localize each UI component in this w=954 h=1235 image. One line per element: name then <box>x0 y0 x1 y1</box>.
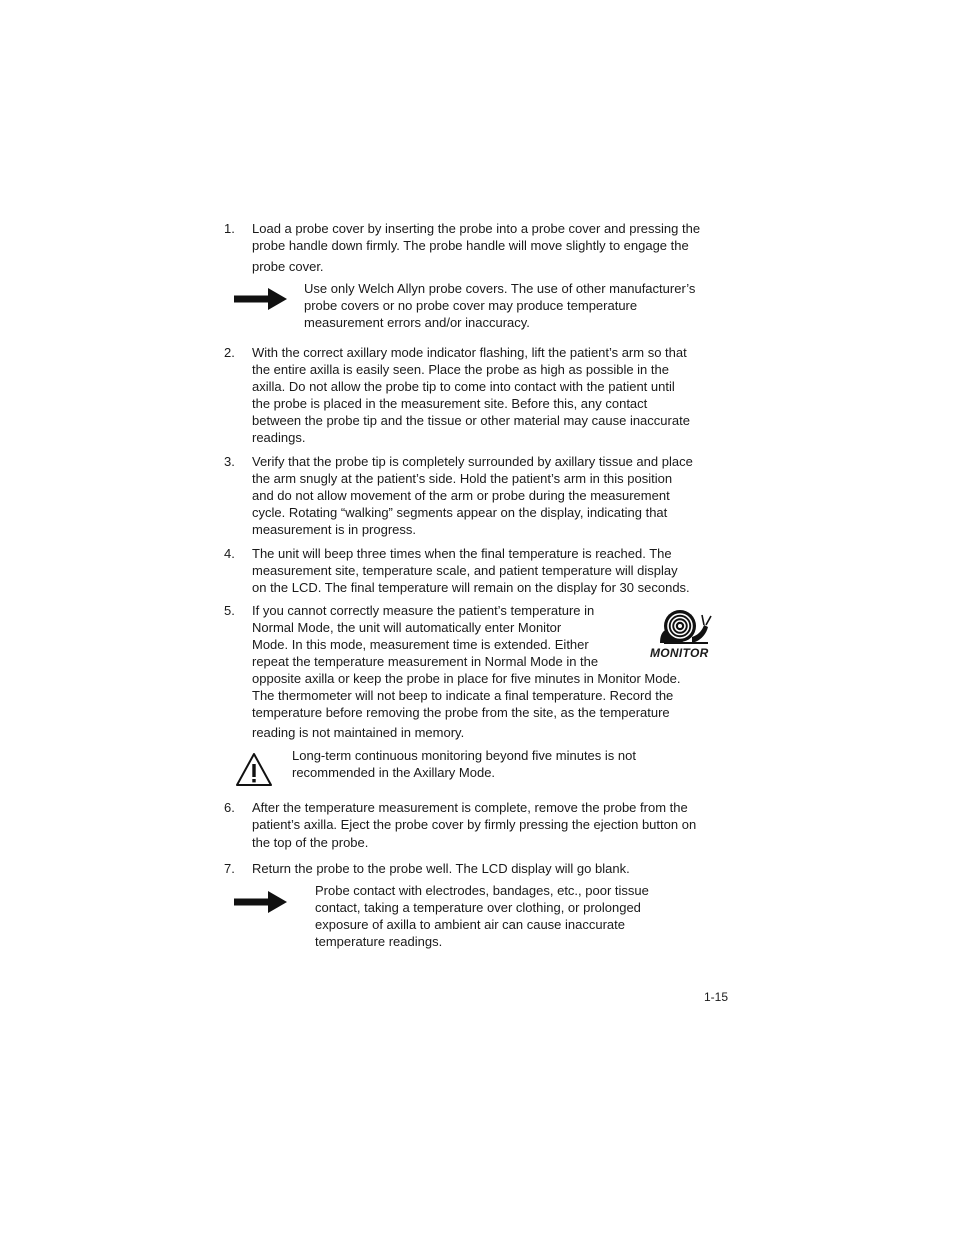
step-1-text <box>252 220 728 275</box>
text-line: If you cannot correctly measure the patient’s temperature in <box>252 603 595 618</box>
text-line: Verify that the probe tip is completely surrounded by axillary tissue and place <box>252 454 693 469</box>
text-line: Return the probe to the probe well. The LCD display will go blank. <box>252 861 630 876</box>
text-line: probe cover. <box>252 259 324 274</box>
text-line: the entire axilla is easily seen. Place the probe as high as possible in the <box>252 362 669 377</box>
arrow-icon <box>234 287 288 311</box>
text-line: With the correct axillary mode indicator flashing, lift the patient’s arm so that <box>252 345 687 360</box>
text-line: measurement errors and/or inaccuracy. <box>304 315 530 330</box>
text-line: The unit will beep three times when the final temperature is reached. The <box>252 546 672 561</box>
step-2-number: 2. <box>224 345 235 360</box>
snail-icon <box>656 609 716 645</box>
text-line: the probe is placed in the measurement site. Before this, any contact <box>252 396 648 411</box>
text-line: axilla. Do not allow the probe tip to come into contact with the patient until <box>252 379 675 394</box>
text-line: readings. <box>252 430 306 445</box>
step-3-number: 3. <box>224 454 235 469</box>
text-line: Load a probe cover by inserting the probe into a probe cover and pressing the <box>252 221 701 236</box>
step-7-text <box>252 860 728 877</box>
text-line: contact, taking a temperature over clothing, or prolonged <box>315 900 641 915</box>
text-line: and do not allow movement of the arm or probe during the measurement <box>252 488 670 503</box>
warning-monitoring <box>292 747 712 781</box>
text-line: temperature before removing the probe from the site, as the temperature <box>252 705 670 720</box>
text-line: repeat the temperature measurement in Normal Mode in the <box>252 654 599 669</box>
note-probe-covers <box>304 280 734 331</box>
warning-triangle-icon <box>235 752 273 787</box>
step-1-number: 1. <box>224 221 235 236</box>
note-probe-contact <box>315 882 725 950</box>
step-4-number: 4. <box>224 546 235 561</box>
text-line: cycle. Rotating “walking” segments appear on the display, indicating that <box>252 505 668 520</box>
step-6-number: 6. <box>224 800 235 815</box>
monitor-label: MONITOR <box>650 646 709 660</box>
step-2-text <box>252 344 728 446</box>
text-line: The thermometer will not beep to indicate a final temperature. Record the <box>252 688 674 703</box>
text-line: Long-term continuous monitoring beyond five minutes is not <box>292 748 636 763</box>
text-line: Use only Welch Allyn probe covers. The use of other manufacturer’s <box>304 281 696 296</box>
text-line: measurement is in progress. <box>252 522 417 537</box>
text-line: probe handle down firmly. The probe handle will move slightly to engage the <box>252 238 689 253</box>
text-line: temperature readings. <box>315 934 443 949</box>
text-line: measurement site, temperature scale, and patient temperature will display <box>252 563 678 578</box>
text-line: reading is not maintained in memory. <box>252 725 465 740</box>
page-number: 1-15 <box>703 990 728 1004</box>
text-line: between the probe tip and the tissue or other material may cause inaccurate <box>252 413 690 428</box>
text-line: the top of the probe. <box>252 835 369 850</box>
arrow-icon <box>234 890 288 914</box>
step-7-number: 7. <box>224 861 235 876</box>
step-5-number: 5. <box>224 603 235 618</box>
text-line: exposure of axilla to ambient air can cause inaccurate <box>315 917 626 932</box>
text-line: After the temperature measurement is complete, remove the probe from the <box>252 800 688 815</box>
step-6-text <box>252 799 728 851</box>
text-line: probe covers or no probe cover may produce temperature <box>304 298 638 313</box>
step-3-text <box>252 453 728 538</box>
text-line: Mode. In this mode, measurement time is extended. Either <box>252 637 589 652</box>
text-line: patient’s axilla. Eject the probe cover by firmly pressing the ejection button on <box>252 817 697 832</box>
text-line: recommended in the Axillary Mode. <box>292 765 496 780</box>
text-line: Probe contact with electrodes, bandages, etc., poor tissue <box>315 883 649 898</box>
text-line: opposite axilla or keep the probe in place for five minutes in Monitor Mode. <box>252 671 681 686</box>
text-line: the arm snugly at the patient’s side. Hold the patient’s arm in this position <box>252 471 673 486</box>
text-line: on the LCD. The final temperature will remain on the display for 30 seconds. <box>252 580 690 595</box>
text-line: Normal Mode, the unit will automatically enter Monitor <box>252 620 562 635</box>
step-4-text <box>252 545 728 596</box>
